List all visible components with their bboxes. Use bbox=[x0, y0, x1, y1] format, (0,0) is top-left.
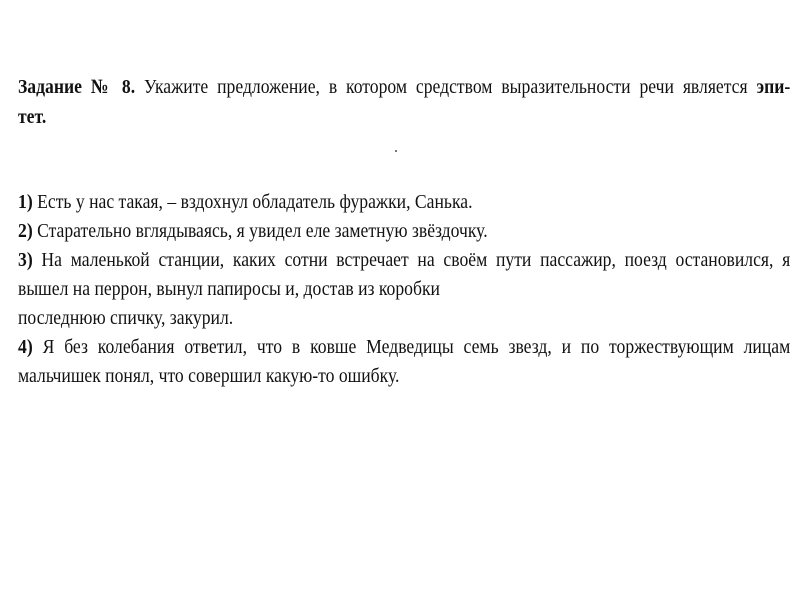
option-number: 3) bbox=[18, 249, 33, 271]
option-number: 1) bbox=[18, 191, 33, 213]
answer-options bbox=[18, 188, 790, 391]
option-text: Я без колебания ответил, что в ковше Медведицы семь звезд, и по торжествующим лицам bbox=[42, 336, 791, 358]
task-line-1 bbox=[18, 72, 790, 102]
task-term-part2: тет. bbox=[18, 106, 47, 128]
task-line-2 bbox=[18, 102, 790, 132]
option-1 bbox=[18, 188, 790, 217]
option-text: Старательно вглядываясь, я увидел еле заметную звёздочку. bbox=[37, 220, 488, 242]
option-number: 2) bbox=[18, 220, 33, 242]
task-term-part1: эпи- bbox=[756, 76, 791, 98]
option-number: 4) bbox=[18, 336, 33, 358]
option-4 bbox=[18, 333, 790, 391]
option-2 bbox=[18, 217, 790, 246]
task-statement bbox=[18, 72, 790, 132]
task-label: Задание № 8. bbox=[18, 76, 136, 98]
option-3 bbox=[18, 246, 790, 333]
option-text: последнюю спичку, закурил. bbox=[18, 307, 234, 329]
option-text: Есть у нас такая, – вздохнул обладатель фуражки, Санька. bbox=[37, 191, 473, 213]
scan-speck bbox=[395, 150, 397, 152]
option-text: мальчишек понял, что совершил какую-то ошибку. bbox=[18, 365, 400, 387]
task-text: Укажите предложение, в котором средством выразительности речи является bbox=[144, 76, 748, 98]
option-text: вышел на перрон, вынул папиросы и, достав из коробки bbox=[18, 278, 440, 300]
option-text: На маленькой станции, каких сотни встречает на своём пути пассажир, поезд остановился, я bbox=[41, 249, 791, 271]
